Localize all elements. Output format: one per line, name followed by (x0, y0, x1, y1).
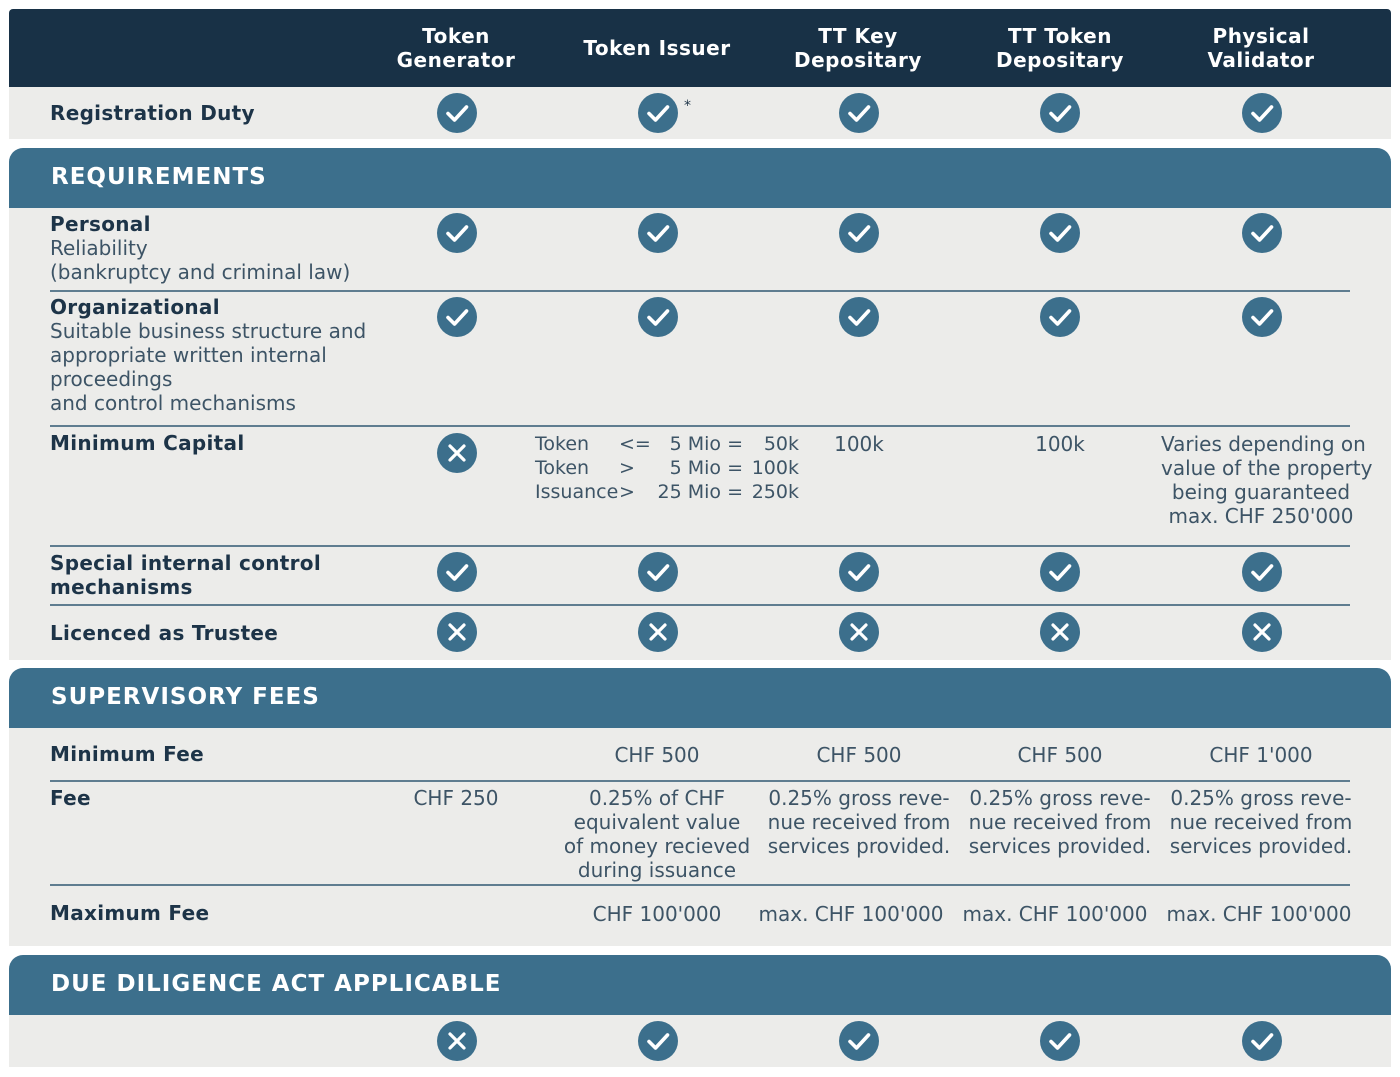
check-icon (839, 93, 879, 133)
special-control-line: Special internal control (50, 551, 321, 575)
requirements-title: REQUIREMENTS (51, 164, 267, 190)
fee-label: Fee (50, 786, 91, 810)
check-icon (839, 297, 879, 337)
minimum-fee-label: Minimum Fee (50, 742, 205, 766)
trustee-label: Licenced as Trustee (50, 621, 279, 645)
fee-line: services provided. (968, 834, 1152, 858)
due-diligence-title: DUE DILIGENCE ACT APPLICABLE (51, 971, 502, 997)
physical-validator-fee (1161, 786, 1361, 858)
check-icon (1242, 213, 1282, 253)
column-header-physical-validator (1161, 9, 1361, 87)
check-icon (839, 1021, 879, 1061)
capital-note-line: max. CHF 250'000 (1168, 504, 1354, 528)
column-header-tt-token-depositary (960, 9, 1160, 87)
token-depositary-minimum-fee: CHF 500 (1017, 743, 1103, 767)
requirements-section-header (9, 148, 1391, 208)
special-control-line: mechanisms (50, 575, 193, 599)
check-icon (437, 213, 477, 253)
column-header-line: Generator (396, 48, 516, 72)
capital-cell: 5 Mio = (669, 433, 743, 455)
key-depositary-fee (759, 786, 959, 858)
check-icon (1242, 552, 1282, 592)
row-divider (50, 604, 1350, 606)
column-header-line: Depositary (996, 48, 1124, 72)
key-depositary-minimum-fee: CHF 500 (816, 743, 902, 767)
capital-cell: 250k (751, 481, 799, 503)
organizational-sub-line: proceedings (50, 367, 173, 391)
column-header-line: TT Token (1007, 24, 1112, 48)
capital-cell: <= (619, 433, 651, 455)
generator-fee: CHF 250 (413, 786, 499, 810)
cross-icon (437, 1021, 477, 1061)
supervisory-fees-title: SUPERVISORY FEES (51, 684, 320, 710)
fee-line: services provided. (1169, 834, 1353, 858)
token-depositary-capital: 100k (1035, 432, 1085, 456)
column-header-token-issuer (557, 9, 757, 87)
personal-label (50, 212, 350, 284)
fee-line: nue received from (968, 810, 1152, 834)
check-icon (437, 552, 477, 592)
check-icon (638, 93, 678, 133)
cross-icon (1040, 612, 1080, 652)
fee-line: of money recieved (563, 834, 751, 858)
organizational-sub-line: and control mechanisms (50, 391, 296, 415)
capital-note-line: Varies depending on (1161, 432, 1366, 456)
column-header-line: Depositary (794, 48, 922, 72)
column-header-line: Physical (1212, 24, 1310, 48)
personal-sub-line: (bankruptcy and criminal law) (50, 260, 351, 284)
check-icon (638, 297, 678, 337)
cross-icon (437, 433, 477, 473)
row-divider (50, 545, 1350, 547)
capital-cell: Token (535, 457, 590, 479)
personal-sub-line: Reliability (50, 236, 148, 260)
cross-icon (437, 612, 477, 652)
check-icon (1242, 297, 1282, 337)
capital-cell: > (619, 457, 635, 479)
check-icon (1040, 552, 1080, 592)
column-header-line: Validator (1207, 48, 1315, 72)
column-header-tt-key-depositary (758, 9, 958, 87)
supervisory-fees-section-header (9, 668, 1391, 728)
check-icon (839, 552, 879, 592)
token-depositary-maximum-fee: max. CHF 100'000 (962, 902, 1148, 926)
issuer-minimum-fee: CHF 500 (614, 743, 700, 767)
maximum-fee-label: Maximum Fee (50, 901, 210, 925)
column-header-line: TT Key (818, 24, 898, 48)
check-icon (638, 1021, 678, 1061)
capital-cell: 25 Mio = (657, 481, 743, 503)
capital-cell: 100k (751, 457, 799, 479)
physical-validator-minimum-fee: CHF 1'000 (1209, 743, 1313, 767)
check-icon (1242, 93, 1282, 133)
fee-line: nue received from (767, 810, 951, 834)
due-diligence-block (9, 1015, 1391, 1067)
due-diligence-section-header (9, 955, 1391, 1015)
check-icon (437, 93, 477, 133)
capital-cell: > (619, 481, 635, 503)
column-header-line: Token (422, 24, 490, 48)
organizational-sub-line: Suitable business structure and (50, 319, 367, 343)
physical-validator-capital (1161, 432, 1373, 528)
row-divider (50, 884, 1350, 886)
check-icon (839, 213, 879, 253)
fee-line: during issuance (577, 858, 737, 882)
check-icon (1040, 93, 1080, 133)
check-icon (1040, 213, 1080, 253)
issuer-fee (557, 786, 757, 882)
fee-line: 0.25% gross reve- (969, 786, 1151, 810)
fee-line: 0.25% gross reve- (1170, 786, 1352, 810)
column-header-line: Token Issuer (583, 36, 731, 60)
capital-note-line: value of the property (1161, 456, 1373, 480)
fee-line: 0.25% of CHF (588, 786, 726, 810)
column-header-token-generator (356, 9, 556, 87)
capital-cell: 50k (763, 433, 799, 455)
cross-icon (1242, 612, 1282, 652)
token-depositary-fee (960, 786, 1160, 858)
organizational-sub-line: appropriate written internal (50, 343, 327, 367)
special-control-label (50, 551, 321, 599)
key-depositary-capital: 100k (834, 432, 884, 456)
capital-cell: Issuance (535, 481, 619, 503)
check-icon (638, 552, 678, 592)
cross-icon (638, 612, 678, 652)
row-divider (50, 290, 1350, 292)
row-divider (50, 780, 1350, 782)
capital-note-line: being guaranteed (1171, 480, 1351, 504)
check-icon (638, 213, 678, 253)
organizational-label (50, 295, 366, 415)
organizational-title: Organizational (50, 295, 220, 319)
row-divider (50, 425, 1350, 427)
physical-validator-maximum-fee: max. CHF 100'000 (1166, 902, 1352, 926)
minimum-capital-label: Minimum Capital (50, 431, 245, 455)
footnote-mark: * (684, 98, 691, 114)
column-header-bar (9, 9, 1391, 87)
fee-line: 0.25% gross reve- (768, 786, 950, 810)
key-depositary-maximum-fee: max. CHF 100'000 (758, 902, 944, 926)
check-icon (437, 297, 477, 337)
check-icon (1040, 297, 1080, 337)
capital-cell: Token (535, 433, 590, 455)
fee-line: nue received from (1169, 810, 1353, 834)
cross-icon (839, 612, 879, 652)
check-icon (1242, 1021, 1282, 1061)
personal-title: Personal (50, 212, 151, 236)
issuer-maximum-fee: CHF 100'000 (592, 902, 722, 926)
capital-cell: 5 Mio = (669, 457, 743, 479)
fee-line: equivalent value (573, 810, 741, 834)
fee-line: services provided. (767, 834, 951, 858)
check-icon (1040, 1021, 1080, 1061)
registration-duty-label: Registration Duty (50, 101, 255, 125)
